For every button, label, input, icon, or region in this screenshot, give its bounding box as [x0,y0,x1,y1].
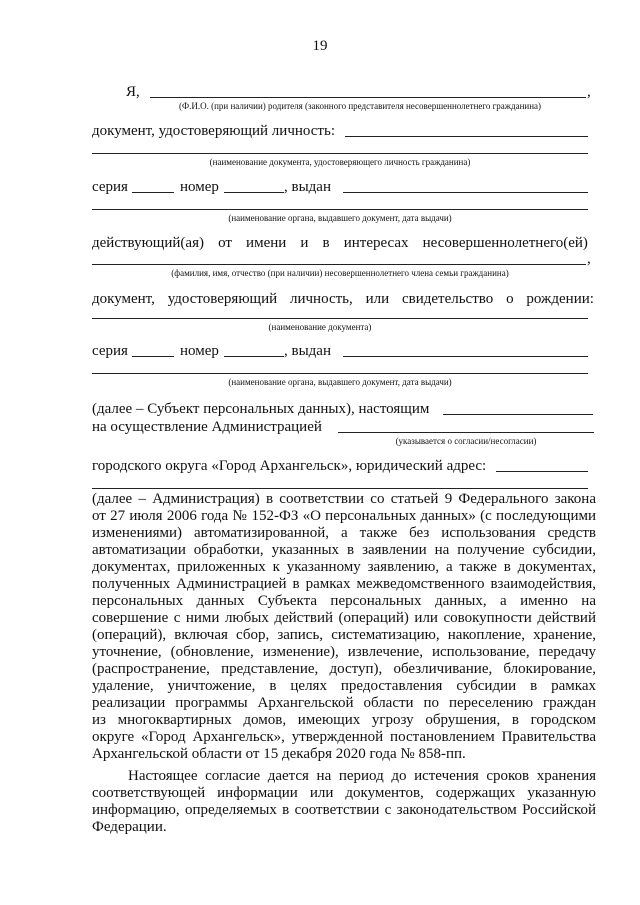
issuer-field-b2[interactable] [92,373,588,374]
caption-doc-name-citizen: (наименование документа, удостоверяющего личность гражданина) [209,157,471,167]
subject-field[interactable] [443,414,593,415]
doc-identity-field[interactable] [345,136,588,137]
nomer-field[interactable] [224,192,284,193]
caption-issuer-2: (наименование органа, выдавшего документ, дата выдачи) [228,377,452,387]
doc-or-birth-line: документ, удостоверяющий личность, или свидетельство о рождении: [92,291,594,307]
doc-identity-label: документ, удостоверяющий личность: [92,123,335,139]
caption-issuer: (наименование органа, выдавшего документ, дата выдачи) [228,213,452,223]
issuer-field[interactable] [343,192,588,193]
consent-paragraph: (далее – Администрация) в соответствии со статьей 9 Федерального закона от 27 июля 2006 года № 152-ФЗ «О персональных данных» (с последующими изменениями) автоматизированной, а также без использования средств автоматизации обработки, указанных в заявлении на получение субсидии, документах, приложенных к указанному заявлению, а также в документах, полученных Администрацией в рамках межведомственного взаимодействия, персональных данных Субъекта персональных данных, а именно на совершение с ними любых действий (операций) или совокупности действий (операций), включая сбор, запись, систематизацию, накопление, хранение, уточнение, (обновление, изменение), извлечение, использование, передачу (распространение, представление, доступ), обезличивание, блокирование, удаление, уничтожение, в целях предоставления субсидии в рамках реализации программы Архангельской области по переселению граждан из многоквартирных домов, имеющих угрозу обрушения, в городском округе «Город Архангельск», утвержденной постановлением Правительства Архангельской области от 15 декабря 2020 года № 858-пп. [92,491,596,762]
nomer-label-2: номер [180,343,219,359]
doc-identity-field-2[interactable] [92,153,588,154]
admin-line: на осуществление Администрацией [92,419,322,435]
city-line: городского округа «Город Архангельск», юридический адрес: [92,458,487,474]
issuer-field-b[interactable] [343,356,588,357]
legal-address-field[interactable] [496,471,588,472]
term-paragraph: Настоящее согласие дается на период до истечения сроков хранения соответствующей информации или документов, содержащих указанную информацию, определяемых в соответствии с законодательством Российской Федерации. [92,768,596,835]
caption-parent-fio: (Ф.И.О. (при наличии) родителя (законного представителя несовершеннолетнего гражданина) [178,101,542,111]
acting-line: действующий(ая) от имени и в интересах несовершеннолетнего(ей) [92,235,588,251]
seria-field-2[interactable] [132,356,174,357]
seria-field[interactable] [132,192,174,193]
caption-doc-name: (наименование документа) [268,322,372,332]
page-number: 19 [312,38,328,54]
seria-label-2: серия [92,343,128,359]
ya-comma: , [587,84,591,100]
caption-minor-fio: (фамилия, имя, отчество (при наличии) несовершеннолетнего члена семьи гражданина) [171,268,509,278]
legal-address-field-2[interactable] [92,488,588,489]
nomer-label: номер [180,179,219,195]
issuer-field-2[interactable] [92,209,588,210]
minor-doc-field[interactable] [92,318,588,319]
acting-comma: , [587,251,591,267]
ya-label: Я, [126,84,140,100]
caption-consent: (указывается о согласии/несогласии) [395,436,537,446]
seria-label: серия [92,179,128,195]
consent-field[interactable] [338,432,594,433]
vydan-label: , выдан [284,179,331,195]
nomer-field-2[interactable] [224,356,284,357]
parent-fio-field[interactable] [150,97,586,98]
subject-line: (далее – Субъект персональных данных), настоящим [92,401,430,417]
minor-fio-field[interactable] [92,264,586,265]
vydan-label-2: , выдан [284,343,331,359]
